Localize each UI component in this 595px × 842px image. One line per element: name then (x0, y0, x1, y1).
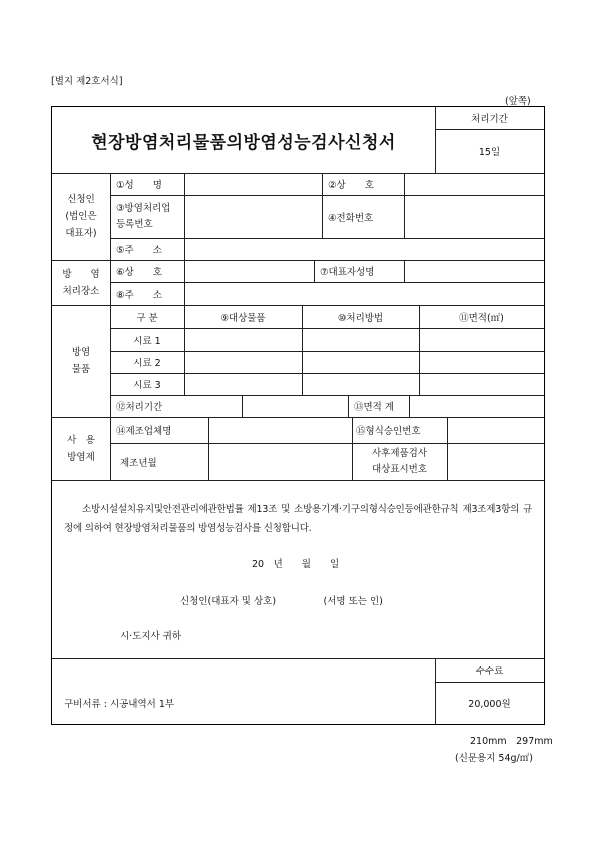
date-line: 20 년 월 일 (252, 559, 340, 570)
applicant-name-label: ①성 명 (116, 180, 162, 191)
place-address-label: ⑧주 소 (116, 289, 162, 301)
registration-number-field[interactable] (184, 195, 322, 238)
manufacture-date-field[interactable] (208, 443, 352, 480)
place-company-label: ⑥상 호 (116, 267, 162, 278)
place-company-field[interactable] (184, 260, 314, 282)
fee-value: 20,000원 (468, 699, 511, 710)
place-address-field[interactable] (184, 282, 544, 305)
representative-name-label: ⑦대표자성명 (320, 267, 375, 278)
phone-number-field[interactable] (404, 195, 544, 238)
applicant-section-label: 신청인 (법인은 대표자) (65, 194, 97, 239)
items-header-target: ⑨대상물품 (220, 312, 266, 324)
approval-number-field[interactable] (447, 417, 544, 443)
phone-number-label: ④전화번호 (328, 212, 374, 224)
applicant-address-label: ⑤주 소 (116, 245, 162, 256)
items-header-area: ⑪면적(㎡) (459, 312, 504, 324)
processing-period-value: 15일 (478, 147, 501, 158)
sample-row-label: 시료 2 (133, 358, 161, 369)
applicant-company-field[interactable] (404, 173, 544, 195)
post-inspection-field[interactable] (447, 443, 544, 480)
attachments-note: 구비서류 : 시공내역서 1부 (64, 699, 175, 710)
total-area-field[interactable] (409, 395, 544, 417)
post-inspection-label: 사후제품검사 대상표시번호 (371, 447, 428, 475)
application-form (51, 106, 545, 725)
form-title: 현장방염처리물품의방염성능검사신청서 (91, 132, 396, 153)
form-number: [별지 제2호서식] (51, 76, 123, 87)
items-header-category: 구 분 (136, 312, 158, 324)
applicant-address-field[interactable] (184, 238, 544, 260)
fee-label: 수수료 (475, 666, 504, 677)
representative-name-field[interactable] (404, 260, 544, 282)
approval-number-label: ⑮형식승인번호 (356, 426, 421, 437)
place-section-label: 방 염 처리장소 (62, 268, 100, 297)
manufacturer-label: ⑭제조업체명 (116, 426, 172, 437)
processing-period-label: 처리기간 (471, 114, 508, 125)
page-side-label: (앞쪽) (505, 96, 531, 107)
sample-row-label: 시료 1 (133, 335, 161, 347)
signature-line: 신청인(대표자 및 상호) (서명 또는 인) (180, 596, 383, 607)
manufacture-date-label: 제조년월 (120, 457, 157, 469)
applicant-name-field[interactable] (184, 173, 322, 195)
items-section-label: 방염 물품 (71, 347, 91, 375)
manufacturer-field[interactable] (208, 417, 352, 443)
agent-section-label: 사 용 방염제 (67, 434, 95, 463)
treatment-period-field[interactable] (242, 395, 348, 417)
addressee: 시·도지사 귀하 (120, 631, 182, 642)
paper-type: (신문용지 54g/㎡) (455, 753, 533, 764)
total-area-label: ⑬면적 계 (354, 402, 395, 413)
applicant-company-label: ②상 호 (328, 180, 374, 191)
treatment-period-label: ⑫처리기간 (116, 402, 163, 413)
sample-row-label: 시료 3 (133, 380, 161, 391)
paper-size: 210mm 297mm (470, 736, 553, 747)
application-statement: 소방시설설치유지및안전관리에관한법률 제13조 및 소방용기계·기구의형식승인등에관한규칙 제3조제3항의 규정에 의하여 현장방염처리물품의 방염성능검사를 신청합니다. (64, 504, 532, 534)
items-header-method: ⑩처리방법 (337, 312, 384, 324)
registration-number-label: ③방염처리업 등록번호 (116, 202, 171, 230)
